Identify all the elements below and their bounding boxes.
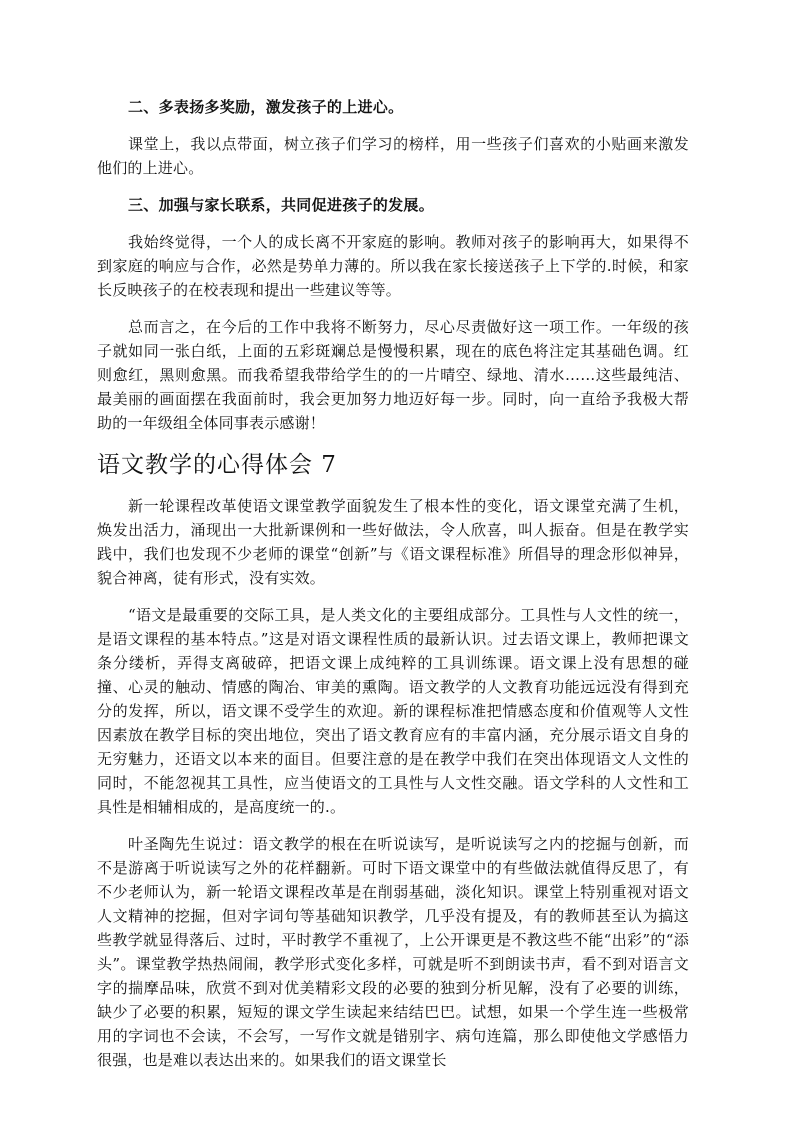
heading-parent-contact: 三、加强与家长联系，共同促进孩子的发展。: [128, 196, 435, 214]
paragraph-instrumental-humanistic: “语文是最重要的交际工具，是人类文化的主要组成部分。工具性与人文性的统一，是语文课程的基本特点。”这是对语文课程性质的最新认识。过去语文课上，教师把课文条分缕析，弄得支离破碎，把语文课上成纯粹的工具训练课。语文课上没有思想的碰撞、心灵的触动、情感的陶冶、审美的熏陶。语文教学的人文教育功能远远没有得到充分的发挥，所以，语文课不受学生的欢迎。新的课程标准把情感态度和价值观等人文性因素放在教学目标的突出地位，突出了语文教育应有的丰富内涵，充分展示语文自身的无穷魅力，还语文以本来的面目。但要注意的是在教学中我们在突出体现语文人文性的同时，不能忽视其工具性，应当使语文的工具性与人文性交融。语文学科的人文性和工具性是相辅相成的，是高度统一的.。: [97, 606, 689, 816]
paragraph-classroom-stickers: 课堂上，我以点带面，树立孩子们学习的榜样，用一些孩子们喜欢的小贴画来激发他们的上进心。: [97, 135, 689, 177]
heading-encourage-praise: 二、多表扬多奖励，激发孩子的上进心。: [128, 98, 404, 116]
section-title: 语文教学的心得体会 7: [97, 452, 337, 478]
paragraph-conclusion: 总而言之，在今后的工作中我将不断努力，尽心尽责做好这一项工作。一年级的孩子就如同一张白纸，上面的五彩斑斓总是慢慢积累，现在的底色将注定其基础色调。红则愈红，黑则愈黑。而我希望我带给学生的的一片晴空、绿地、清水……这些最纯洁、最美丽的画面摆在我面前时，我会更加努力地迈好每一步。同时，向一直给予我极大帮助的一年级组全体同事表示感谢！: [97, 318, 689, 432]
document-page: [97, 95, 689, 1085]
paragraph-family-influence: 我始终觉得，一个人的成长离不开家庭的影响。教师对孩子的影响再大，如果得不到家庭的响应与合作，必然是势单力薄的。所以我在家长接送孩子上下学的.时候，和家长反映孩子的在校表现和提出一些建议等等。: [97, 233, 689, 299]
paragraph-ye-shengtao: 叶圣陶先生说过：语文教学的根在在听说读写，是听说读写之内的挖掘与创新，而不是游离于听说读写之外的花样翻新。可时下语文课堂中的有些做法就值得反思了，有不少老师认为，新一轮语文课程改革是在削弱基础，淡化知识。课堂上特别重视对语文人文精神的挖掘，但对字词句等基础知识教学，几乎没有提及，有的教师甚至认为搞这些教学就显得落后、过时，平时教学不重视了，上公开课更是不教这些不能“出彩”的“添头”。课堂教学热热闹闹，教学形式变化多样，可就是听不到朗读书声，看不到对语言文字的揣摩品味，欣赏不到对优美精彩文段的必要的独到分析见解，没有了必要的训练，缺少了必要的积累，短短的课文学生读起来结结巴巴。试想，如果一个学生连一些极常用的字词也不会读，不会写，一写作文就是错别字、病句连篇，那么即使他文学感悟力很强，也是难以表达出来的。如果我们的语文课堂长: [97, 835, 689, 1069]
paragraph-curriculum-reform: 新一轮课程改革使语文课堂教学面貌发生了根本性的变化，语文课堂充满了生机，焕发出活力，涌现出一大批新课例和一些好做法，令人欣喜，叫人振奋。但是在教学实践中，我们也发现不少老师的课堂“创新”与《语文课程标准》所倡导的理念形似神异，貌合神离，徒有形式，没有实效。: [97, 497, 689, 587]
